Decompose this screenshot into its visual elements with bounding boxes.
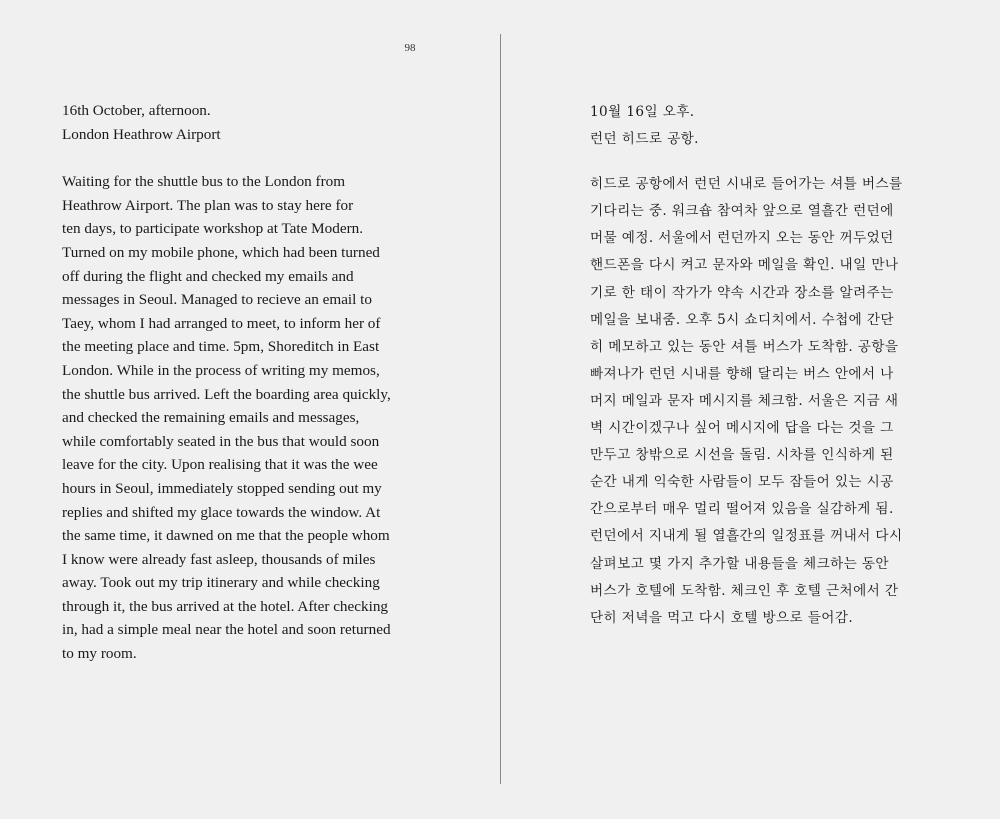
body-line: replies and shifted my glace towards the window. At [62,503,381,521]
body-line: the meeting place and time. 5pm, Shoreditch in East [62,338,380,356]
body-line: to my room. [62,645,137,663]
body-line: 런던에서 지내게 될 열흘간의 일정표를 꺼내서 다시 [590,528,903,545]
body-line: 히 메모하고 있는 동안 셔틀 버스가 도착함. 공항을 [590,338,899,355]
body-line: 단히 저녁을 먹고 다시 호텔 방으로 들어감. [590,609,854,626]
body-line: hours in Seoul, immediately stopped sending out my [62,479,382,497]
body-line: 빠져나가 런던 시내를 향해 달리는 버스 안에서 나 [590,365,894,382]
english-column [62,99,422,666]
english-body [62,170,422,665]
body-line: Turned on my mobile phone, which had been turned [62,243,380,261]
body-line: away. Took out my trip itinerary and while checking [62,574,380,592]
body-line: 만두고 창밖으로 시선을 돌림. 시차를 인식하게 된 [590,447,894,464]
body-line: Taey, whom I had arranged to meet, to inform her of [62,314,381,332]
body-line: off during the flight and checked my emails and [62,267,354,285]
body-line: leave for the city. Upon realising that it was the wee [62,456,378,474]
korean-column [590,99,950,632]
body-line: while comfortably seated in the bus that would soon [62,432,380,450]
body-line: London. While in the process of writing my memos, [62,361,380,379]
english-heading [62,99,422,146]
body-line: 머물 예정. 서울에서 런던까지 오는 동안 꺼두었던 [590,230,894,247]
body-line: 순간 내게 익숙한 사람들이 모두 잠들어 있는 시공 [590,474,894,491]
heading-line: London Heathrow Airport [62,125,221,143]
body-line: ten days, to participate workshop at Tate Modern. [62,220,364,238]
body-line: 기다리는 중. 워크숍 참여차 앞으로 열흘간 런던에 [590,203,894,220]
body-line: 벽 시간이겠구나 싶어 메시지에 답을 다는 것을 그 [590,420,894,437]
body-line: 살펴보고 몇 가지 추가할 내용들을 체크하는 동안 [590,555,889,572]
body-line: 메일을 보내줌. 오후 5시 쇼디치에서. 수첩에 간단 [590,311,894,328]
body-line: 버스가 호텔에 도착함. 체크인 후 호텔 근처에서 간 [590,582,899,599]
body-line: through it, the bus arrived at the hotel. After checking [62,597,389,615]
body-line: Waiting for the shuttle bus to the London from [62,173,346,191]
body-line: 히드로 공항에서 런던 시내로 들어가는 셔틀 버스를 [590,176,903,193]
body-line: the shuttle bus arrived. Left the boarding area quickly, [62,385,391,403]
body-line: Heathrow Airport. The plan was to stay here for [62,196,354,214]
page-number: 98 [404,42,416,54]
gutter-divider [500,34,501,784]
body-line: 머지 메일과 문자 메시지를 체크함. 서울은 지금 새 [590,392,899,409]
body-line: the same time, it dawned on me that the people whom [62,527,390,545]
heading-line: 런던 히드로 공항. [590,131,699,148]
body-line: and checked the remaining emails and messages, [62,409,360,427]
body-line: 기로 한 태이 작가가 약속 시간과 장소를 알려주는 [590,284,894,301]
korean-body [590,171,950,632]
body-line: 핸드폰을 다시 켜고 문자와 메일을 확인. 내일 만나 [590,257,899,274]
korean-heading [590,99,950,153]
body-line: 간으로부터 매우 멀리 떨어져 있음을 실감하게 됨. [590,501,894,518]
body-line: in, had a simple meal near the hotel and soon returned [62,621,391,639]
heading-line: 16th October, afternoon. [62,102,211,119]
body-line: I know were already fast asleep, thousands of miles [62,550,376,568]
heading-line: 10월 16일 오후. [590,104,695,120]
body-line: messages in Seoul. Managed to recieve an email to [62,291,372,309]
